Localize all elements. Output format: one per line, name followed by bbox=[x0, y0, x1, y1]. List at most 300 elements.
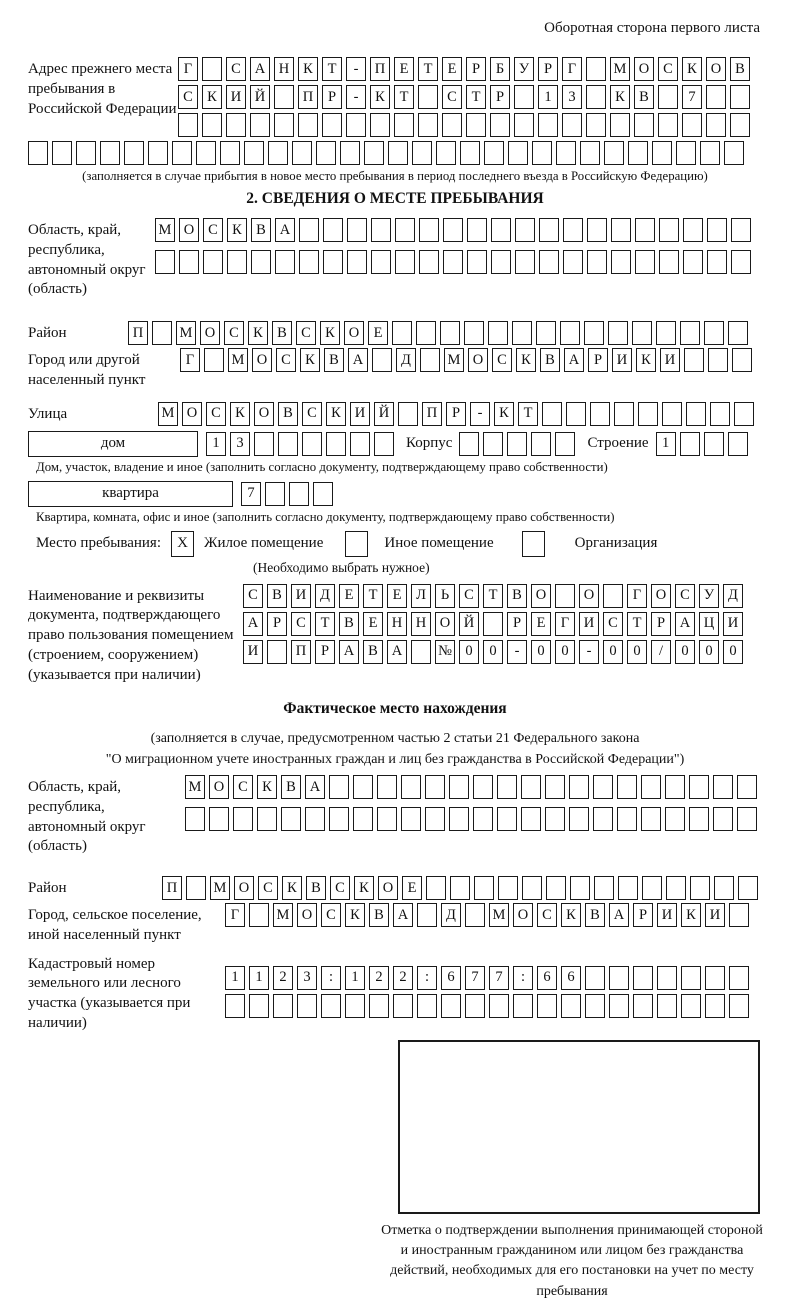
char-box[interactable]: К bbox=[248, 321, 268, 345]
char-box[interactable] bbox=[498, 876, 518, 900]
prev-address-row-2[interactable] bbox=[178, 85, 750, 109]
char-box[interactable]: 1 bbox=[345, 966, 365, 990]
char-box[interactable]: Р bbox=[466, 57, 486, 81]
char-box[interactable]: В bbox=[251, 218, 271, 242]
char-box[interactable]: П bbox=[128, 321, 148, 345]
char-box[interactable]: Д bbox=[723, 584, 743, 608]
char-box[interactable] bbox=[377, 775, 397, 799]
char-box[interactable]: Ь bbox=[435, 584, 455, 608]
korpus-row[interactable] bbox=[459, 432, 575, 456]
char-box[interactable]: К bbox=[230, 402, 250, 426]
prev-address-row-3[interactable] bbox=[178, 113, 750, 137]
char-box[interactable] bbox=[514, 85, 534, 109]
char-box[interactable] bbox=[268, 141, 288, 165]
char-box[interactable] bbox=[76, 141, 96, 165]
char-box[interactable]: М bbox=[489, 903, 509, 927]
char-box[interactable]: Е bbox=[363, 612, 383, 636]
char-box[interactable] bbox=[346, 113, 366, 137]
char-box[interactable] bbox=[372, 348, 392, 372]
char-box[interactable]: С bbox=[675, 584, 695, 608]
char-box[interactable] bbox=[465, 994, 485, 1018]
char-box[interactable] bbox=[628, 141, 648, 165]
char-box[interactable] bbox=[556, 141, 576, 165]
char-box[interactable] bbox=[686, 402, 706, 426]
char-box[interactable] bbox=[179, 250, 199, 274]
char-box[interactable]: Р bbox=[322, 85, 342, 109]
char-box[interactable] bbox=[659, 250, 679, 274]
char-box[interactable] bbox=[292, 141, 312, 165]
char-box[interactable]: К bbox=[494, 402, 514, 426]
char-box[interactable]: Г bbox=[562, 57, 582, 81]
char-box[interactable] bbox=[532, 141, 552, 165]
char-box[interactable]: С bbox=[330, 876, 350, 900]
char-box[interactable]: 3 bbox=[230, 432, 250, 456]
char-box[interactable]: П bbox=[298, 85, 318, 109]
char-box[interactable] bbox=[249, 994, 269, 1018]
char-box[interactable] bbox=[251, 250, 271, 274]
apartment-type-box[interactable]: квартира bbox=[28, 481, 233, 507]
char-box[interactable] bbox=[586, 113, 606, 137]
char-box[interactable] bbox=[587, 218, 607, 242]
char-box[interactable] bbox=[227, 250, 247, 274]
house-type-box[interactable]: дом bbox=[28, 431, 198, 457]
char-box[interactable] bbox=[707, 218, 727, 242]
char-box[interactable] bbox=[374, 432, 394, 456]
char-box[interactable]: С bbox=[296, 321, 316, 345]
char-box[interactable] bbox=[155, 250, 175, 274]
char-box[interactable] bbox=[680, 321, 700, 345]
char-box[interactable] bbox=[185, 807, 205, 831]
char-box[interactable]: Е bbox=[339, 584, 359, 608]
char-box[interactable] bbox=[345, 994, 365, 1018]
char-box[interactable]: - bbox=[346, 85, 366, 109]
char-box[interactable]: К bbox=[345, 903, 365, 927]
char-box[interactable] bbox=[656, 321, 676, 345]
char-box[interactable]: Е bbox=[442, 57, 462, 81]
stay-type-checkbox-organization[interactable] bbox=[522, 531, 545, 557]
char-box[interactable] bbox=[593, 807, 613, 831]
char-box[interactable] bbox=[491, 250, 511, 274]
char-box[interactable] bbox=[680, 432, 700, 456]
char-box[interactable] bbox=[585, 966, 605, 990]
char-box[interactable]: О bbox=[254, 402, 274, 426]
char-box[interactable]: 2 bbox=[393, 966, 413, 990]
char-box[interactable] bbox=[305, 807, 325, 831]
char-box[interactable]: О bbox=[579, 584, 599, 608]
char-box[interactable]: 0 bbox=[627, 640, 647, 664]
char-box[interactable]: С bbox=[442, 85, 462, 109]
char-box[interactable]: С bbox=[459, 584, 479, 608]
char-box[interactable] bbox=[521, 775, 541, 799]
char-box[interactable] bbox=[635, 250, 655, 274]
char-box[interactable] bbox=[642, 876, 662, 900]
char-box[interactable]: 0 bbox=[699, 640, 719, 664]
char-box[interactable]: И bbox=[226, 85, 246, 109]
char-box[interactable] bbox=[419, 250, 439, 274]
char-box[interactable]: Д bbox=[396, 348, 416, 372]
char-box[interactable]: О bbox=[468, 348, 488, 372]
char-box[interactable]: 0 bbox=[555, 640, 575, 664]
char-box[interactable]: Й bbox=[459, 612, 479, 636]
char-box[interactable]: 1 bbox=[225, 966, 245, 990]
char-box[interactable]: К bbox=[610, 85, 630, 109]
char-box[interactable]: В bbox=[267, 584, 287, 608]
char-box[interactable]: С bbox=[224, 321, 244, 345]
char-box[interactable] bbox=[714, 876, 734, 900]
stay-type-checkbox-residential[interactable]: X bbox=[171, 531, 194, 557]
char-box[interactable]: 6 bbox=[561, 966, 581, 990]
char-box[interactable] bbox=[347, 250, 367, 274]
char-box[interactable]: Р bbox=[651, 612, 671, 636]
char-box[interactable]: Д bbox=[441, 903, 461, 927]
char-box[interactable]: Т bbox=[518, 402, 538, 426]
char-box[interactable] bbox=[329, 775, 349, 799]
char-box[interactable]: С bbox=[243, 584, 263, 608]
char-box[interactable] bbox=[464, 321, 484, 345]
char-box[interactable]: В bbox=[281, 775, 301, 799]
char-box[interactable]: А bbox=[387, 640, 407, 664]
char-box[interactable] bbox=[186, 876, 206, 900]
fact-district-row[interactable] bbox=[162, 876, 758, 900]
char-box[interactable] bbox=[489, 994, 509, 1018]
char-box[interactable] bbox=[425, 775, 445, 799]
char-box[interactable] bbox=[249, 903, 269, 927]
char-box[interactable] bbox=[347, 218, 367, 242]
char-box[interactable]: И bbox=[723, 612, 743, 636]
char-box[interactable]: Р bbox=[588, 348, 608, 372]
char-box[interactable] bbox=[731, 250, 751, 274]
char-box[interactable] bbox=[388, 141, 408, 165]
char-box[interactable] bbox=[398, 402, 418, 426]
char-box[interactable]: О bbox=[209, 775, 229, 799]
cadastre-row-2[interactable] bbox=[225, 994, 749, 1018]
char-box[interactable]: А bbox=[243, 612, 263, 636]
char-box[interactable] bbox=[641, 807, 661, 831]
char-box[interactable]: А bbox=[339, 640, 359, 664]
char-box[interactable] bbox=[658, 85, 678, 109]
char-box[interactable]: 1 bbox=[206, 432, 226, 456]
char-box[interactable] bbox=[202, 57, 222, 81]
char-box[interactable] bbox=[417, 994, 437, 1018]
char-box[interactable]: 1 bbox=[656, 432, 676, 456]
char-box[interactable] bbox=[220, 141, 240, 165]
char-box[interactable] bbox=[560, 321, 580, 345]
char-box[interactable] bbox=[443, 218, 463, 242]
char-box[interactable]: Г bbox=[178, 57, 198, 81]
char-box[interactable] bbox=[713, 775, 733, 799]
char-box[interactable] bbox=[545, 775, 565, 799]
fact-region-row-2[interactable] bbox=[185, 807, 757, 831]
char-box[interactable]: Т bbox=[627, 612, 647, 636]
char-box[interactable]: К bbox=[681, 903, 701, 927]
char-box[interactable]: В bbox=[369, 903, 389, 927]
char-box[interactable] bbox=[635, 218, 655, 242]
char-box[interactable] bbox=[52, 141, 72, 165]
char-box[interactable] bbox=[441, 994, 461, 1018]
char-box[interactable] bbox=[467, 250, 487, 274]
char-box[interactable]: И bbox=[579, 612, 599, 636]
char-box[interactable] bbox=[418, 85, 438, 109]
char-box[interactable]: О bbox=[634, 57, 654, 81]
char-box[interactable]: В bbox=[339, 612, 359, 636]
char-box[interactable]: В bbox=[363, 640, 383, 664]
char-box[interactable]: Т bbox=[483, 584, 503, 608]
document-row-1[interactable] bbox=[243, 584, 743, 608]
char-box[interactable] bbox=[278, 432, 298, 456]
char-box[interactable] bbox=[416, 321, 436, 345]
char-box[interactable]: Р bbox=[490, 85, 510, 109]
char-box[interactable] bbox=[713, 807, 733, 831]
char-box[interactable] bbox=[676, 141, 696, 165]
char-box[interactable] bbox=[281, 807, 301, 831]
char-box[interactable]: 2 bbox=[273, 966, 293, 990]
char-box[interactable]: А bbox=[275, 218, 295, 242]
char-box[interactable] bbox=[209, 807, 229, 831]
char-box[interactable]: С bbox=[492, 348, 512, 372]
char-box[interactable] bbox=[394, 113, 414, 137]
char-box[interactable]: С bbox=[178, 85, 198, 109]
char-box[interactable] bbox=[316, 141, 336, 165]
char-box[interactable] bbox=[638, 402, 658, 426]
char-box[interactable]: - bbox=[346, 57, 366, 81]
char-box[interactable]: К bbox=[354, 876, 374, 900]
char-box[interactable]: К bbox=[202, 85, 222, 109]
char-box[interactable]: В bbox=[730, 57, 750, 81]
char-box[interactable] bbox=[203, 250, 223, 274]
char-box[interactable] bbox=[690, 876, 710, 900]
char-box[interactable]: П bbox=[291, 640, 311, 664]
char-box[interactable] bbox=[172, 141, 192, 165]
char-box[interactable] bbox=[563, 250, 583, 274]
char-box[interactable]: - bbox=[507, 640, 527, 664]
char-box[interactable]: Г bbox=[180, 348, 200, 372]
char-box[interactable] bbox=[302, 432, 322, 456]
char-box[interactable]: С bbox=[658, 57, 678, 81]
char-box[interactable] bbox=[353, 775, 373, 799]
region-row-1[interactable] bbox=[155, 218, 751, 242]
char-box[interactable]: Р bbox=[267, 612, 287, 636]
char-box[interactable] bbox=[704, 321, 724, 345]
char-box[interactable]: К bbox=[636, 348, 656, 372]
char-box[interactable] bbox=[555, 584, 575, 608]
char-box[interactable] bbox=[590, 402, 610, 426]
region-row-2[interactable] bbox=[155, 250, 751, 274]
char-box[interactable] bbox=[392, 321, 412, 345]
house-number-row[interactable] bbox=[206, 432, 394, 456]
char-box[interactable]: А bbox=[348, 348, 368, 372]
char-box[interactable] bbox=[611, 250, 631, 274]
char-box[interactable] bbox=[566, 402, 586, 426]
char-box[interactable]: 7 bbox=[489, 966, 509, 990]
char-box[interactable] bbox=[265, 482, 285, 506]
char-box[interactable]: : bbox=[321, 966, 341, 990]
char-box[interactable] bbox=[473, 775, 493, 799]
char-box[interactable] bbox=[299, 218, 319, 242]
char-box[interactable]: : bbox=[417, 966, 437, 990]
char-box[interactable]: Ц bbox=[699, 612, 719, 636]
char-box[interactable] bbox=[417, 903, 437, 927]
char-box[interactable] bbox=[514, 113, 534, 137]
prev-address-row-1[interactable] bbox=[178, 57, 750, 81]
char-box[interactable]: О bbox=[706, 57, 726, 81]
char-box[interactable]: Н bbox=[387, 612, 407, 636]
char-box[interactable] bbox=[512, 321, 532, 345]
char-box[interactable]: О bbox=[297, 903, 317, 927]
char-box[interactable]: П bbox=[370, 57, 390, 81]
char-box[interactable] bbox=[585, 994, 605, 1018]
char-box[interactable] bbox=[323, 218, 343, 242]
char-box[interactable]: У bbox=[514, 57, 534, 81]
char-box[interactable]: В bbox=[324, 348, 344, 372]
apartment-number-row[interactable] bbox=[241, 482, 333, 506]
char-box[interactable] bbox=[267, 640, 287, 664]
char-box[interactable]: С bbox=[321, 903, 341, 927]
fact-city-row[interactable] bbox=[225, 903, 749, 927]
city-row[interactable] bbox=[180, 348, 752, 372]
char-box[interactable] bbox=[370, 113, 390, 137]
char-box[interactable] bbox=[313, 482, 333, 506]
char-box[interactable] bbox=[555, 432, 575, 456]
stay-type-checkbox-other[interactable] bbox=[345, 531, 368, 557]
char-box[interactable] bbox=[273, 994, 293, 1018]
char-box[interactable]: К bbox=[227, 218, 247, 242]
char-box[interactable] bbox=[732, 348, 752, 372]
char-box[interactable] bbox=[609, 994, 629, 1018]
char-box[interactable] bbox=[274, 85, 294, 109]
char-box[interactable] bbox=[178, 113, 198, 137]
char-box[interactable]: Р bbox=[507, 612, 527, 636]
char-box[interactable] bbox=[321, 994, 341, 1018]
char-box[interactable] bbox=[569, 775, 589, 799]
char-box[interactable]: 0 bbox=[459, 640, 479, 664]
char-box[interactable]: - bbox=[470, 402, 490, 426]
char-box[interactable]: С bbox=[258, 876, 278, 900]
char-box[interactable] bbox=[539, 218, 559, 242]
cadastre-row-1[interactable] bbox=[225, 966, 749, 990]
char-box[interactable]: 7 bbox=[682, 85, 702, 109]
char-box[interactable]: С bbox=[203, 218, 223, 242]
char-box[interactable]: С bbox=[291, 612, 311, 636]
char-box[interactable] bbox=[704, 432, 724, 456]
char-box[interactable]: : bbox=[513, 966, 533, 990]
char-box[interactable] bbox=[738, 876, 758, 900]
char-box[interactable] bbox=[299, 250, 319, 274]
char-box[interactable] bbox=[729, 966, 749, 990]
char-box[interactable]: 1 bbox=[538, 85, 558, 109]
char-box[interactable]: К bbox=[326, 402, 346, 426]
char-box[interactable] bbox=[617, 775, 637, 799]
char-box[interactable] bbox=[537, 994, 557, 1018]
char-box[interactable] bbox=[440, 321, 460, 345]
char-box[interactable]: Р bbox=[315, 640, 335, 664]
char-box[interactable] bbox=[681, 994, 701, 1018]
char-box[interactable] bbox=[395, 250, 415, 274]
char-box[interactable] bbox=[443, 250, 463, 274]
char-box[interactable] bbox=[546, 876, 566, 900]
char-box[interactable] bbox=[729, 903, 749, 927]
char-box[interactable]: К bbox=[370, 85, 390, 109]
char-box[interactable] bbox=[604, 141, 624, 165]
char-box[interactable]: А bbox=[609, 903, 629, 927]
char-box[interactable]: В bbox=[278, 402, 298, 426]
char-box[interactable] bbox=[652, 141, 672, 165]
char-box[interactable]: Е bbox=[531, 612, 551, 636]
char-box[interactable]: И bbox=[705, 903, 725, 927]
char-box[interactable] bbox=[377, 807, 397, 831]
char-box[interactable]: С bbox=[276, 348, 296, 372]
char-box[interactable]: Л bbox=[411, 584, 431, 608]
stroenie-row[interactable] bbox=[656, 432, 748, 456]
char-box[interactable] bbox=[586, 57, 606, 81]
char-box[interactable] bbox=[730, 113, 750, 137]
char-box[interactable]: И bbox=[612, 348, 632, 372]
char-box[interactable] bbox=[705, 966, 725, 990]
char-box[interactable]: В bbox=[540, 348, 560, 372]
char-box[interactable] bbox=[233, 807, 253, 831]
char-box[interactable]: 3 bbox=[562, 85, 582, 109]
char-box[interactable]: М bbox=[273, 903, 293, 927]
char-box[interactable]: А bbox=[305, 775, 325, 799]
char-box[interactable] bbox=[460, 141, 480, 165]
char-box[interactable]: С bbox=[302, 402, 322, 426]
char-box[interactable] bbox=[411, 640, 431, 664]
char-box[interactable]: О bbox=[234, 876, 254, 900]
char-box[interactable]: В bbox=[634, 85, 654, 109]
char-box[interactable]: В bbox=[272, 321, 292, 345]
char-box[interactable] bbox=[657, 966, 677, 990]
char-box[interactable] bbox=[425, 807, 445, 831]
char-box[interactable] bbox=[226, 113, 246, 137]
char-box[interactable] bbox=[737, 807, 757, 831]
char-box[interactable] bbox=[545, 807, 565, 831]
char-box[interactable]: 0 bbox=[531, 640, 551, 664]
char-box[interactable]: С bbox=[233, 775, 253, 799]
char-box[interactable] bbox=[322, 113, 342, 137]
district-row[interactable] bbox=[128, 321, 748, 345]
char-box[interactable] bbox=[508, 141, 528, 165]
char-box[interactable] bbox=[152, 321, 172, 345]
char-box[interactable] bbox=[484, 141, 504, 165]
char-box[interactable] bbox=[244, 141, 264, 165]
char-box[interactable]: Й bbox=[374, 402, 394, 426]
char-box[interactable]: Н bbox=[274, 57, 294, 81]
char-box[interactable] bbox=[488, 321, 508, 345]
char-box[interactable] bbox=[465, 903, 485, 927]
char-box[interactable] bbox=[706, 85, 726, 109]
char-box[interactable] bbox=[100, 141, 120, 165]
char-box[interactable] bbox=[449, 807, 469, 831]
char-box[interactable] bbox=[587, 250, 607, 274]
char-box[interactable]: 7 bbox=[465, 966, 485, 990]
char-box[interactable]: О bbox=[435, 612, 455, 636]
char-box[interactable]: М bbox=[155, 218, 175, 242]
char-box[interactable] bbox=[364, 141, 384, 165]
char-box[interactable] bbox=[289, 482, 309, 506]
char-box[interactable]: К bbox=[282, 876, 302, 900]
char-box[interactable]: Р bbox=[538, 57, 558, 81]
char-box[interactable]: Е bbox=[368, 321, 388, 345]
char-box[interactable] bbox=[563, 218, 583, 242]
char-box[interactable] bbox=[730, 85, 750, 109]
char-box[interactable] bbox=[436, 141, 456, 165]
char-box[interactable] bbox=[707, 250, 727, 274]
char-box[interactable] bbox=[632, 321, 652, 345]
char-box[interactable]: 2 bbox=[369, 966, 389, 990]
char-box[interactable] bbox=[710, 402, 730, 426]
char-box[interactable] bbox=[515, 250, 535, 274]
char-box[interactable] bbox=[275, 250, 295, 274]
char-box[interactable]: А bbox=[564, 348, 584, 372]
